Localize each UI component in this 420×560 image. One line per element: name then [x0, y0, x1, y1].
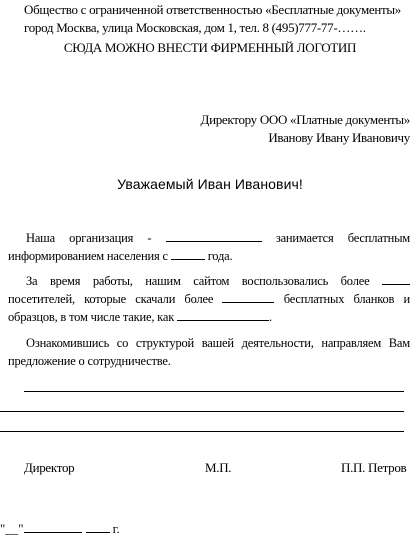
- paragraph-intro: [8, 229, 410, 265]
- addressee-name: Иванову Ивану Ивановичу: [268, 130, 410, 145]
- paragraph-statistics: [8, 272, 410, 326]
- date-day-blank: "__": [0, 521, 24, 536]
- blank-organization-name: [166, 229, 262, 242]
- proposal-line-3: [0, 431, 404, 432]
- p1-text-2: занимается бесплатным информированием населения с: [8, 231, 410, 263]
- p2-text-4: .: [269, 310, 272, 324]
- stamp-placeholder: М.П.: [205, 460, 232, 475]
- proposal-line-2: [0, 411, 404, 412]
- blank-start-year: [171, 247, 205, 260]
- date-line: [0, 520, 120, 537]
- p2-text-1: За время работы, нашим сайтом воспользовались более: [26, 274, 370, 288]
- paragraph-proposal: Ознакомившись со структурой вашей деятельности, направляем Вам предложение о сотрудничестве.: [8, 336, 410, 368]
- p2-text-2: посетителей, которые скачали более: [8, 292, 214, 306]
- company-name-line: Общество с ограниченной ответственностью «Бесплатные документы»: [24, 2, 402, 17]
- date-year-suffix: г.: [112, 521, 120, 536]
- p2-text-3: бесплатных бланков и образцов, в том числе такие, как: [8, 292, 410, 324]
- date-year-blank: [86, 520, 110, 533]
- blank-forms-count: [222, 290, 274, 303]
- addressee-position: Директору ООО «Платные документы»: [200, 112, 410, 127]
- proposal-line-1: [24, 391, 404, 392]
- company-address-line: город Москва, улица Московская, дом 1, тел. 8 (495)777-77-…….: [24, 20, 366, 35]
- blank-visitor-count: [382, 272, 410, 285]
- salutation: Уважаемый Иван Иванович!: [117, 176, 303, 192]
- p1-text-1: Наша организация -: [26, 231, 152, 245]
- signature-position: Директор: [24, 460, 75, 475]
- logo-placeholder: СЮДА МОЖНО ВНЕСТИ ФИРМЕННЫЙ ЛОГОТИП: [63, 40, 357, 55]
- blank-form-examples: [177, 308, 269, 321]
- date-month-blank: [24, 520, 82, 533]
- p1-text-3: года.: [207, 249, 233, 263]
- signatory-name: П.П. Петров: [341, 460, 407, 475]
